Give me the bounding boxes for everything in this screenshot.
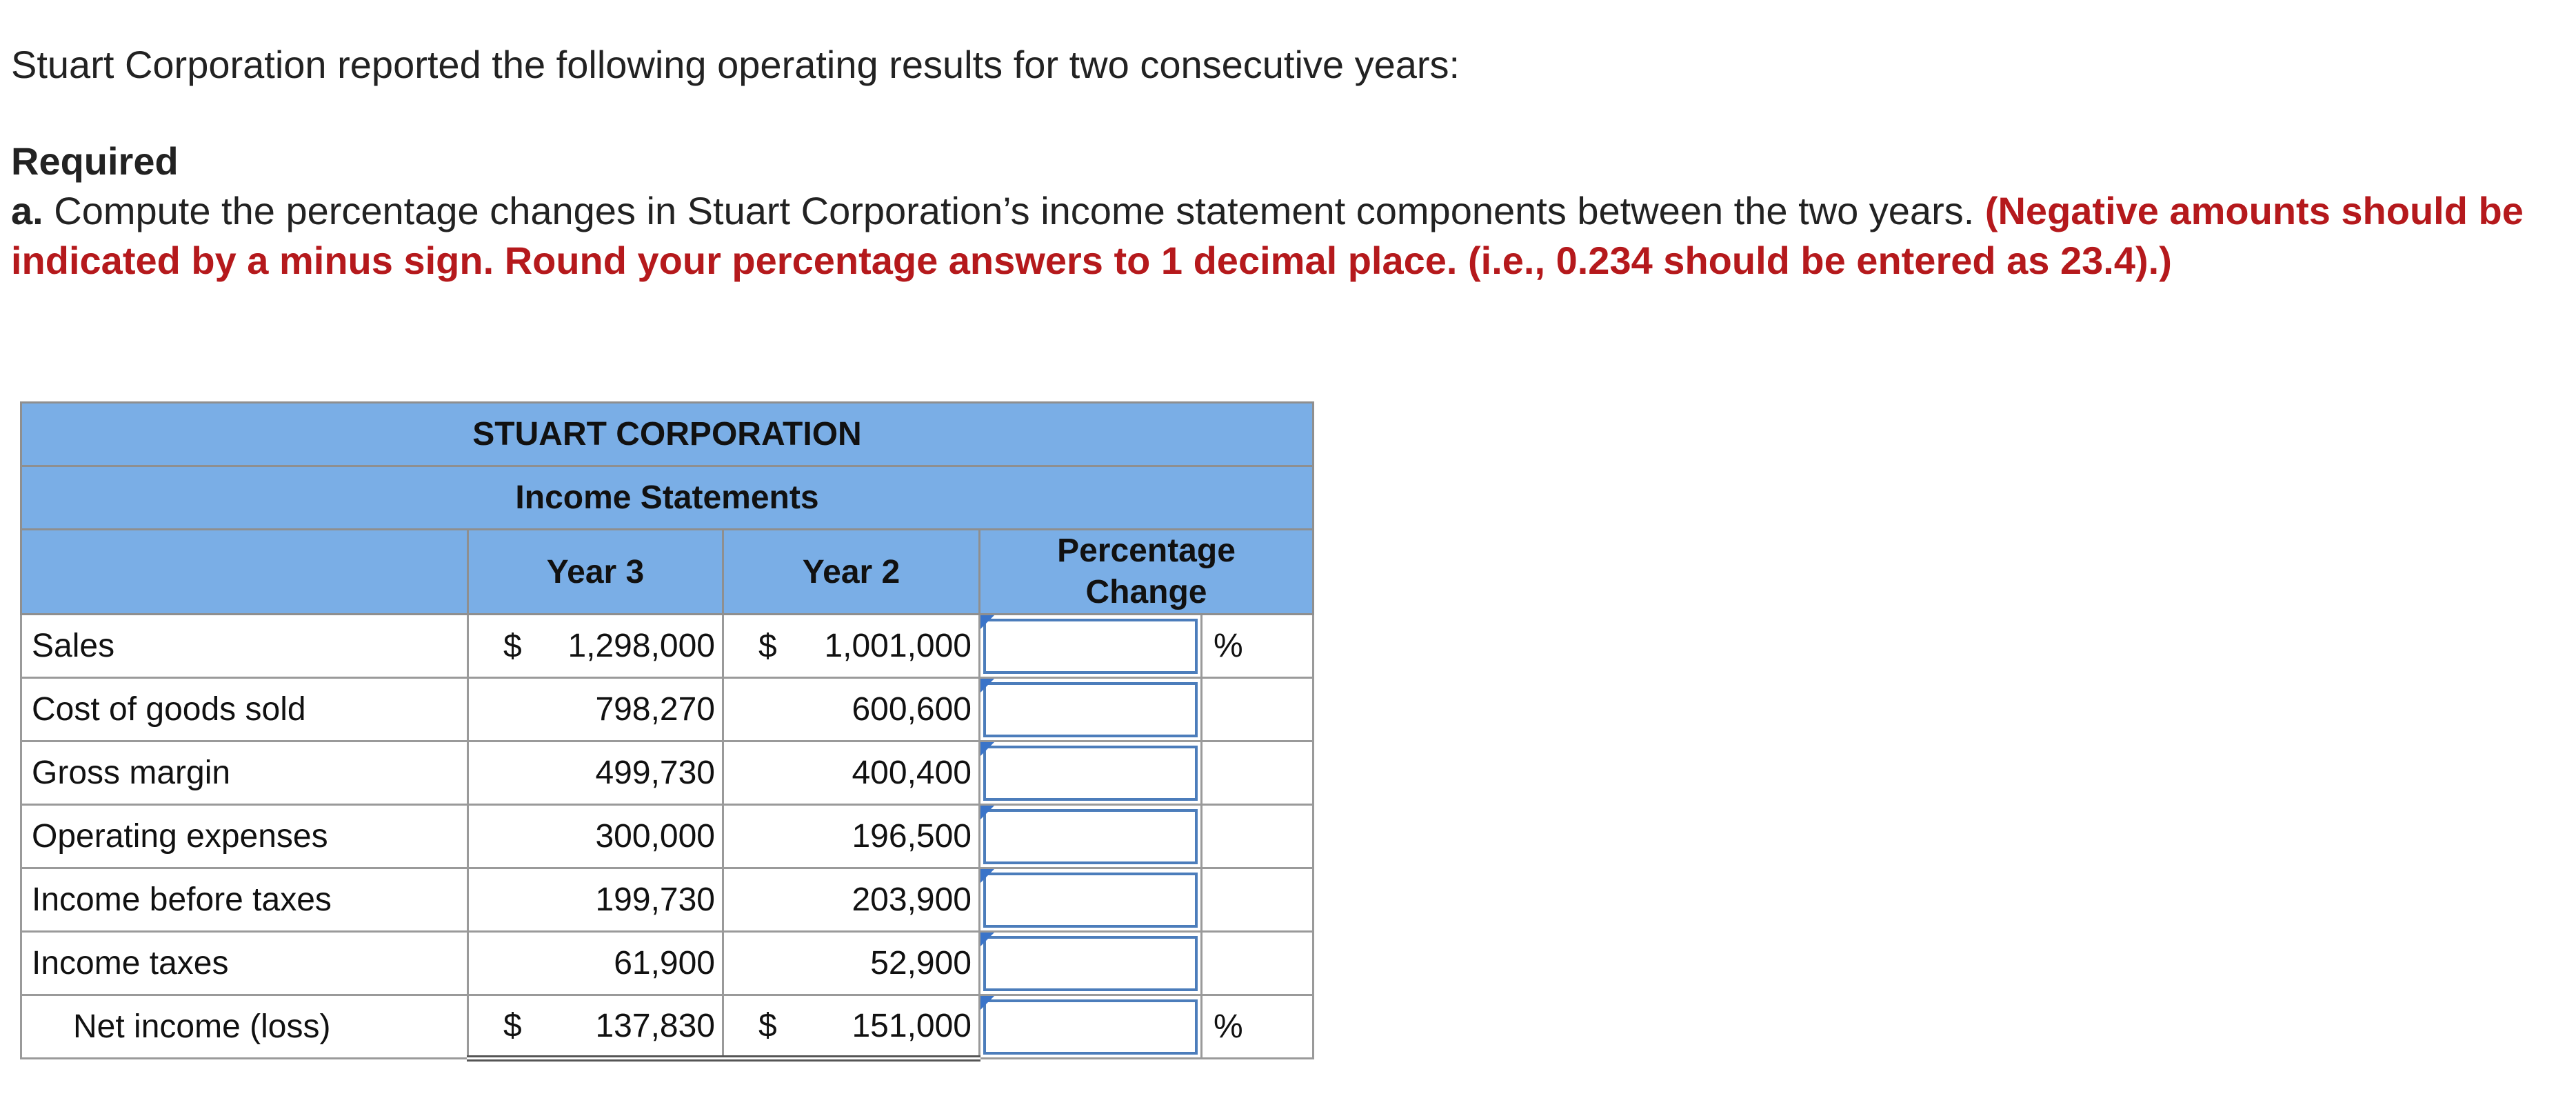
currency-symbol: $ xyxy=(503,628,522,664)
company-name: STUART CORPORATION xyxy=(21,403,1314,466)
year3-value xyxy=(468,615,723,678)
empty-cell xyxy=(1202,678,1314,741)
input-marker-icon xyxy=(980,679,994,692)
table-row xyxy=(21,678,1314,741)
pct-input-cell xyxy=(980,995,1202,1059)
year3-value: 61,900 xyxy=(468,932,723,995)
row-label: Income taxes xyxy=(21,932,468,995)
table-row xyxy=(21,995,1314,1059)
value-text: 151,000 xyxy=(852,1007,972,1044)
row-label: Operating expenses xyxy=(21,805,468,868)
year2-value: 600,600 xyxy=(723,678,980,741)
currency-symbol: $ xyxy=(758,628,777,664)
pct-change-input-income-before-taxes[interactable] xyxy=(983,873,1198,928)
year3-value xyxy=(468,995,723,1059)
input-marker-icon xyxy=(980,742,994,756)
year3-value: 798,270 xyxy=(468,678,723,741)
year2-value: 52,900 xyxy=(723,932,980,995)
intro-text: Stuart Corporation reported the following operating results for two consecutive years: xyxy=(11,43,1460,86)
year3-value: 499,730 xyxy=(468,741,723,805)
year2-value xyxy=(723,615,980,678)
required-instructions xyxy=(11,186,2562,286)
currency-symbol: $ xyxy=(758,1007,777,1044)
empty-cell xyxy=(1202,805,1314,868)
row-label: Net income (loss) xyxy=(21,995,468,1059)
value-text: 137,830 xyxy=(595,1007,715,1044)
year2-value xyxy=(723,995,980,1059)
currency-symbol: $ xyxy=(503,1007,522,1044)
value-text: 1,001,000 xyxy=(824,628,972,664)
pct-input-cell xyxy=(980,868,1202,932)
input-marker-icon xyxy=(980,806,994,819)
pct-input-cell xyxy=(980,615,1202,678)
year2-value: 400,400 xyxy=(723,741,980,805)
year3-header: Year 3 xyxy=(468,530,723,615)
pct-change-input-income-taxes[interactable] xyxy=(983,936,1198,991)
year2-value: 196,500 xyxy=(723,805,980,868)
table-row xyxy=(21,868,1314,932)
part-label: a. xyxy=(11,189,43,232)
year2-value: 203,900 xyxy=(723,868,980,932)
year3-value: 199,730 xyxy=(468,868,723,932)
row-label: Gross margin xyxy=(21,741,468,805)
input-marker-icon xyxy=(980,869,994,883)
empty-cell xyxy=(1202,741,1314,805)
year2-header: Year 2 xyxy=(723,530,980,615)
percent-sign: % xyxy=(1202,615,1314,678)
year3-value: 300,000 xyxy=(468,805,723,868)
required-heading: Required xyxy=(11,139,179,183)
table-row xyxy=(21,805,1314,868)
row-label: Sales xyxy=(21,615,468,678)
value-text: 1,298,000 xyxy=(567,628,715,664)
pct-change-input-net-income[interactable] xyxy=(983,999,1198,1055)
label-column-header xyxy=(21,530,468,615)
pct-input-cell xyxy=(980,932,1202,995)
pct-input-cell xyxy=(980,678,1202,741)
part-text: Compute the percentage changes in Stuart Corporation’s income statement components between the two years. xyxy=(43,189,1985,232)
statement-title: Income Statements xyxy=(21,466,1314,530)
empty-cell xyxy=(1202,868,1314,932)
table-row xyxy=(21,741,1314,805)
table-row xyxy=(21,615,1314,678)
pct-change-input-sales[interactable] xyxy=(983,619,1198,674)
input-marker-icon xyxy=(980,615,994,629)
empty-cell xyxy=(1202,932,1314,995)
input-marker-icon xyxy=(980,933,994,946)
pct-input-cell xyxy=(980,805,1202,868)
row-label: Cost of goods sold xyxy=(21,678,468,741)
income-statement-table xyxy=(20,401,1314,1062)
pct-change-input-operating-expenses[interactable] xyxy=(983,809,1198,864)
row-label: Income before taxes xyxy=(21,868,468,932)
pct-change-input-gross-margin[interactable] xyxy=(983,746,1198,801)
pct-change-header: Percentage Change xyxy=(980,530,1314,615)
percent-sign: % xyxy=(1202,995,1314,1059)
pct-change-input-cogs[interactable] xyxy=(983,682,1198,737)
input-marker-icon xyxy=(980,996,994,1010)
pct-input-cell xyxy=(980,741,1202,805)
instruction-note: (Negative amounts should be indicated by a minus sign. Round your percentage answers to 1 decimal place. (i.e., 0.234 should be entered as 23.4).) xyxy=(11,189,2524,282)
table-row xyxy=(21,932,1314,995)
